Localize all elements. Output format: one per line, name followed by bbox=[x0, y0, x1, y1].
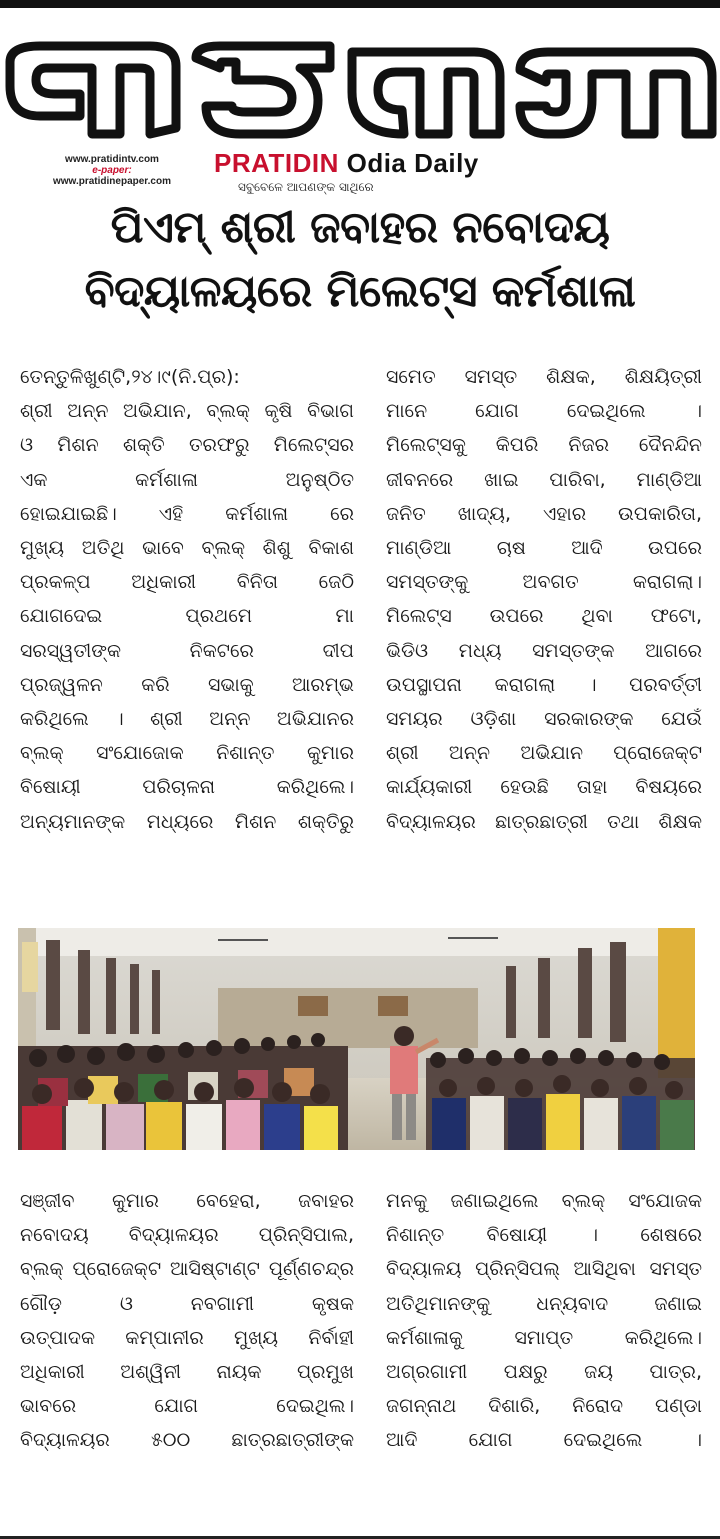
website-urls bbox=[22, 154, 202, 187]
article-text-line: ମିଲେଟ୍ସ ଉପରେ ଥିବା ଫଟୋ, bbox=[386, 605, 702, 628]
article-column-1 bbox=[20, 360, 354, 839]
tagline: ସବୁବେଳେ ଆପଣଙ୍କ ସାଥିରେ bbox=[238, 180, 374, 194]
brand-odia-daily: Odia Daily bbox=[346, 148, 479, 178]
headline-line-2: ବିଦ୍ୟାଳୟରେ ମିଲେଟ୍ସ କର୍ମଶାଳା bbox=[84, 266, 636, 317]
article-text-line: ଅନ୍ୟମାନଙ୍କ ମଧ୍ୟରେ ମିଶନ ଶକ୍ତିରୁ bbox=[20, 810, 354, 833]
article-text-line: ନିଶାନ୍ତ ବିଷୋୟୀ । ଶେଷରେ bbox=[386, 1224, 702, 1247]
article-text-line: କର୍ମଶାଳାକୁ ସମାପ୍ତ କରିଥିଲେ। bbox=[386, 1326, 702, 1349]
article-text-line: ସଞ୍ଜୀବ କୁମାର ବେହେରା, ଜବାହର bbox=[20, 1190, 354, 1212]
article-text-line: ଶ୍ରୀ ଅନ୍ନ ଅଭିଯାନ, ବ୍ଲକ୍ କୃଷି ବିଭାଗ bbox=[20, 400, 354, 423]
url-epaper[interactable]: www.pratidinepaper.com bbox=[53, 176, 171, 187]
article-text-line: ଭିଡିଓ ମଧ୍ୟ ସମସ୍ତଙ୍କ ଆଗରେ bbox=[386, 639, 702, 662]
url-tv[interactable]: www.pratidintv.com bbox=[65, 154, 159, 165]
article-text-line: ଆଦି ଯୋଗ ଦେଇଥିଲେ । bbox=[386, 1429, 702, 1452]
article-text-line: ମାନେ ଯୋଗ ଦେଇଥିଲେ । bbox=[386, 400, 702, 423]
article-text-line: ମୁଖ୍ୟ ଅତିଥି ଭାବେ ବ୍ଲକ୍ ଶିଶୁ ବିକାଶ bbox=[20, 537, 354, 560]
article-text-line: ମାଣ୍ଡିଆ ଚାଷ ଆଦି ଉପରେ bbox=[386, 537, 702, 560]
brand-name bbox=[214, 148, 479, 179]
article-text-line: କାର୍ଯ୍ୟକାରୀ ହେଉଛି ତାହା ବିଷୟରେ bbox=[386, 776, 702, 799]
article-text-line: ସମସ୍ତଙ୍କୁ ଅବଗତ କରାଗଲା। bbox=[386, 571, 702, 594]
article-text-line: ସରସ୍ୱତୀଙ୍କ ନିକଟରେ ଦୀପ bbox=[20, 639, 354, 662]
article-text-line: ଅଧିକାରୀ ଅଶ୍ୱିନୀ ନାୟକ ପ୍ରମୁଖ bbox=[20, 1361, 354, 1384]
article-text-line: ଜଗନ୍ନାଥ ଦିଶାରି, ନିରୋଦ ପଣ୍ଡା bbox=[386, 1395, 702, 1418]
article-text-line: ବିଦ୍ୟାଳୟ ପ୍ରିନ୍ସିପଲ୍ ଆସିଥିବା ସମସ୍ତ bbox=[386, 1258, 702, 1281]
article-text-line: ଯୋଗଦେଇ ପ୍ରଥମେ ମା bbox=[20, 605, 354, 628]
article-text-line: ଅଗ୍ରଗାମୀ ପକ୍ଷରୁ ଜୟ ପାତ୍ର, bbox=[386, 1361, 702, 1384]
article-text-line: ସମୟର ଓଡ଼ିଶା ସରକାରଙ୍କ ଯେଉଁ bbox=[386, 708, 702, 731]
article-text-line: ମନକୁ ଜଣାଇଥିଲେ ବ୍ଲକ୍ ସଂଯୋଜକ bbox=[386, 1190, 702, 1212]
article-text-line: ମିଲେଟ୍ସକୁ କିପରି ନିଜର ଦୈନନ୍ଦିନ bbox=[386, 434, 702, 457]
brand-pratidin: PRATIDIN bbox=[214, 148, 339, 178]
article-headline bbox=[0, 196, 720, 324]
article-text-line: ବ୍ଲକ୍ ସଂଯୋଜୋକ ନିଶାନ୍ତ କୁମାର bbox=[20, 742, 354, 765]
article-text-line: ଶ୍ରୀ ଅନ୍ନ ଅଭିଯାନ ପ୍ରୋଜେକ୍ଟ bbox=[386, 742, 702, 765]
article-text-line: ବ୍ଲକ୍ ପ୍ରୋଜେକ୍ଟ ଆସିଷ୍ଟାଣ୍ଟ ପୂର୍ଣ୍ଣଚନ୍ଦ୍ର bbox=[20, 1258, 354, 1281]
article-column-2 bbox=[386, 360, 702, 839]
article-column-3 bbox=[20, 1184, 354, 1458]
article-text-line: ବିଷୋୟୀ ପରିଚାଳନା କରିଥିଲେ। bbox=[20, 776, 354, 799]
article-text-line: ଭାବରେ ଯୋଗ ଦେଇଥିଲ। bbox=[20, 1395, 354, 1418]
article-photo bbox=[18, 928, 695, 1150]
article-text-line: ଏକ କର୍ମଶାଳା ଅନୁଷ୍ଠିତ bbox=[20, 468, 354, 491]
article-text-line: ସମେତ ସମସ୍ତ ଶିକ୍ଷକ, ଶିକ୍ଷୟିତ୍ରୀ bbox=[386, 366, 702, 388]
pratidin-logo bbox=[0, 40, 720, 140]
article-text-line: ବିଦ୍ୟାଳୟର ୫୦୦ ଛାତ୍ରଛାତ୍ରୀଙ୍କ bbox=[20, 1429, 354, 1452]
article-text-line: ଜୀବନରେ ଖାଇ ପାରିବା, ମାଣ୍ଡିଆ bbox=[386, 468, 702, 491]
article-text-line: ଗୌଡ଼ ଓ ନବଗାମୀ କୃଷକ bbox=[20, 1292, 354, 1315]
epaper-label: e-paper: bbox=[92, 165, 132, 176]
article-text-line: ଅତିଥିମାନଙ୍କୁ ଧନ୍ୟବାଦ ଜଣାଇ bbox=[386, 1292, 702, 1315]
article-text-line: କରିଥିଲେ । ଶ୍ରୀ ଅନ୍ନ ଅଭିଯାନର bbox=[20, 708, 354, 731]
article-text-line: ପ୍ରଜ୍ୱଳନ କରି ସଭାକୁ ଆରମ୍ଭ bbox=[20, 673, 354, 696]
article-text-line: ତେନ୍ତୁଳିଖୁଣ୍ଟି,୨୪।୯(ନି.ପ୍ର): bbox=[20, 366, 240, 388]
article-text-line: ଜନିତ ଖାଦ୍ୟ, ଏହାର ଉପକାରିତା, bbox=[386, 502, 702, 525]
article-text-line: ଉପସ୍ଥାପନା କରାଗଲା । ପରବର୍ତ୍ତୀ bbox=[386, 673, 702, 696]
article-text-line: ନବୋଦୟ ବିଦ୍ୟାଳୟର ପ୍ରିନ୍ସିପାଲ, bbox=[20, 1224, 354, 1247]
top-border bbox=[0, 0, 720, 8]
headline-line-1: ପିଏମ୍ ଶ୍ରୀ ଜବାହର ନବୋଦୟ bbox=[110, 202, 610, 253]
article-text-line: ପ୍ରକଳ୍ପ ଅଧିକାରୀ ବିନିତା ଜେଠି bbox=[20, 571, 354, 594]
article-column-4 bbox=[386, 1184, 702, 1458]
article-text-line: ବିଦ୍ୟାଳୟର ଛାତ୍ରଛାତ୍ରୀ ତଥା ଶିକ୍ଷକ bbox=[386, 810, 702, 833]
newspaper-masthead bbox=[0, 8, 720, 194]
article-text-line: ଓ ମିଶନ ଶକ୍ତି ତରଫରୁ ମିଲେଟ୍ସର bbox=[20, 434, 354, 457]
article-text-line: ଉତ୍ପାଦକ କମ୍ପାନୀର ମୁଖ୍ୟ ନିର୍ବାହୀ bbox=[20, 1326, 354, 1349]
article-text-line: ହୋଇଯାଇଛି। ଏହି କର୍ମଶାଳା ରେ bbox=[20, 502, 354, 525]
